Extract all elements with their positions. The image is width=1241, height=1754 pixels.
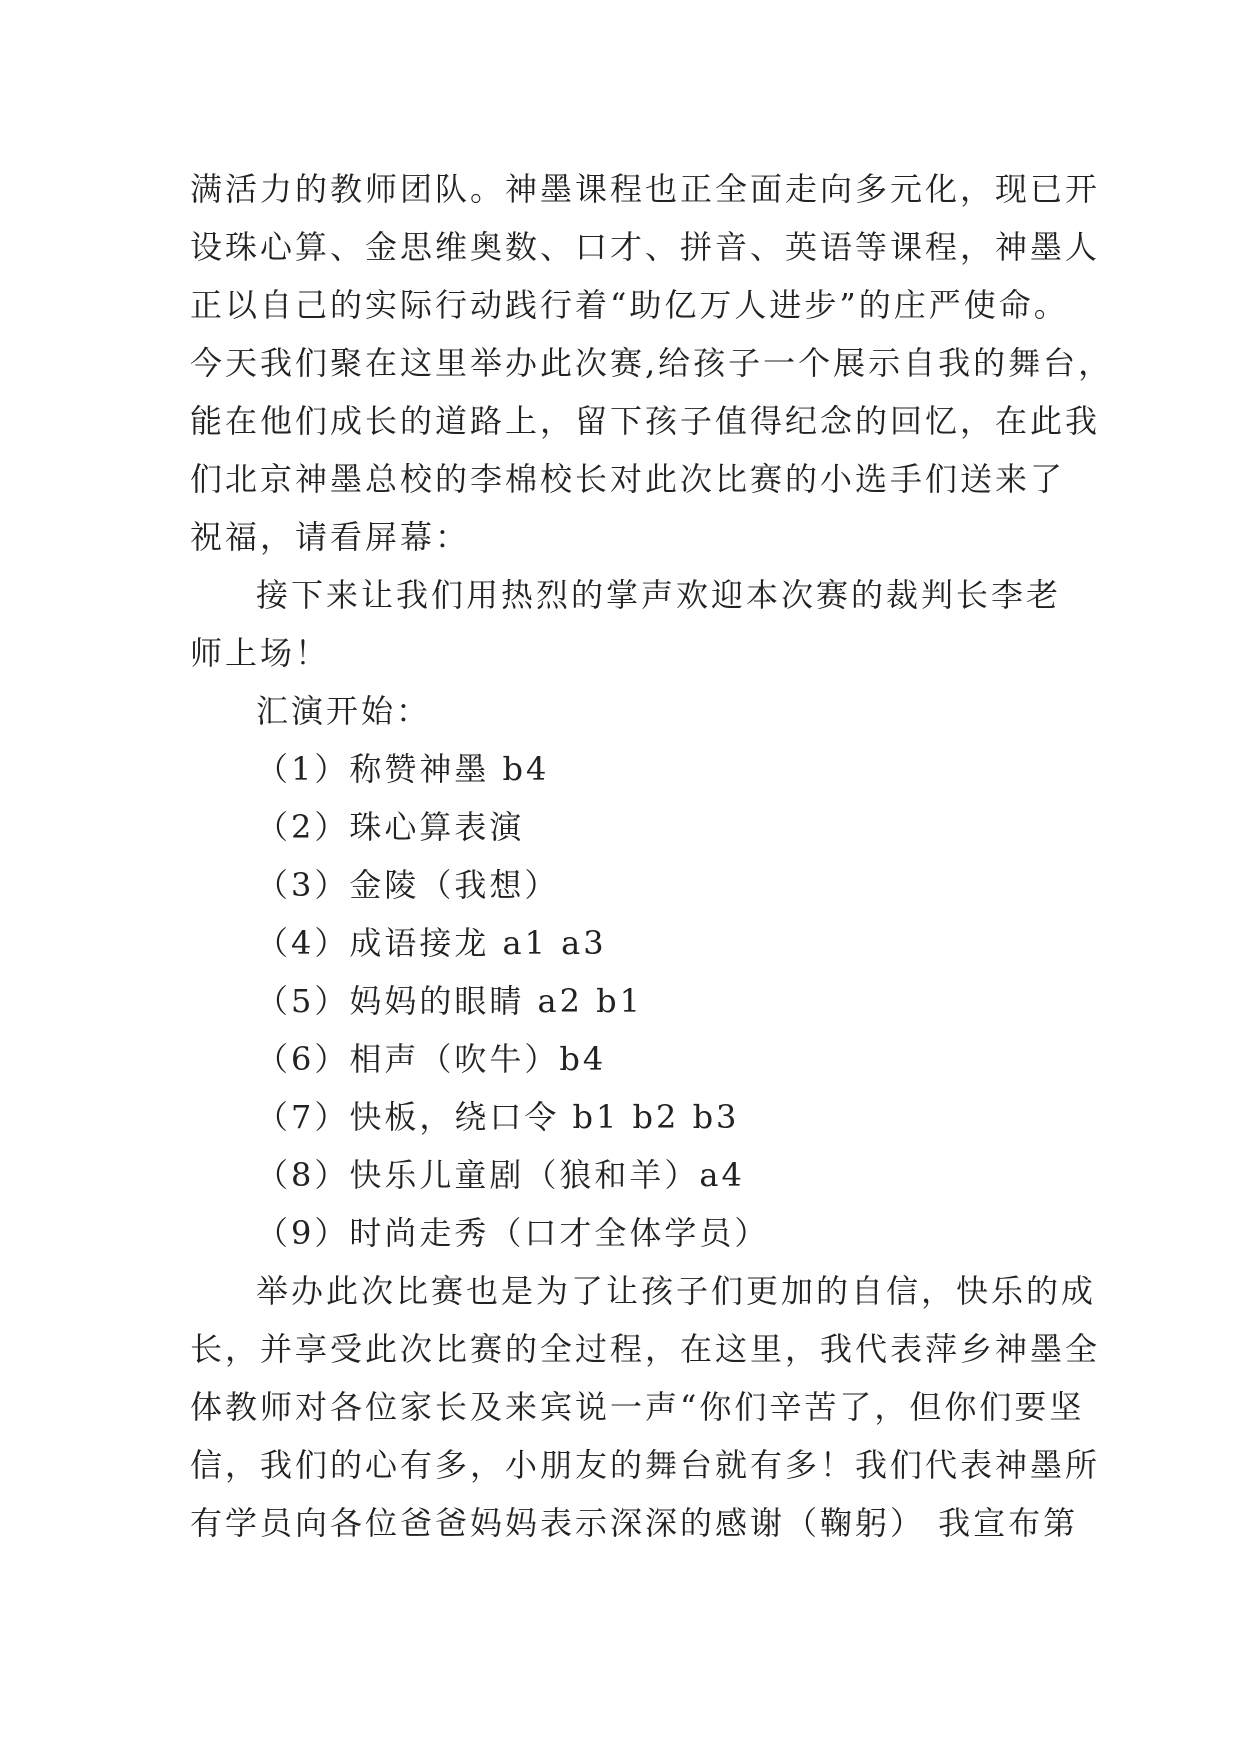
text-line: 祝福，请看屏幕：: [190, 518, 471, 556]
program-item: （5）妈妈的眼睛 a2 b1: [256, 982, 643, 1020]
program-item: （6）相声（吹牛）b4: [256, 1040, 607, 1078]
program-item: （4）成语接龙 a1 a3: [256, 924, 607, 962]
text-line: 体教师对各位家长及来宾说一声“你们辛苦了，但你们要坚: [190, 1388, 1085, 1426]
program-item: （1）称赞神墨 b4: [256, 750, 550, 788]
program-item: （2）珠心算表演: [256, 808, 525, 846]
section-heading: 汇演开始：: [256, 692, 432, 730]
paragraph-start-line: 接下来让我们用热烈的掌声欢迎本次赛的裁判长李老: [256, 576, 1062, 614]
text-line: 信，我们的心有多，小朋友的舞台就有多！我们代表神墨所: [190, 1446, 1101, 1484]
program-item: （9）时尚走秀（口才全体学员）: [256, 1214, 770, 1252]
text-line: 正以自己的实际行动践行着“助亿万人进步”的庄严使命。: [190, 286, 1069, 324]
text-line: 师上场！: [190, 634, 331, 672]
text-line: 能在他们成长的道路上，留下孩子值得纪念的回忆，在此我: [190, 402, 1101, 440]
text-line: 们北京神墨总校的李棉校长对此次比赛的小选手们送来了: [190, 460, 1066, 498]
program-item: （3）金陵（我想）: [256, 866, 560, 904]
document-body: [190, 160, 1114, 1552]
program-item: （7）快板，绕口令 b1 b2 b3: [256, 1098, 740, 1136]
text-line: 有学员向各位爸爸妈妈表示深深的感谢（鞠躬） 我宣布第: [190, 1504, 1079, 1542]
text-line: 今天我们聚在这里举办此次赛,给孩子一个展示自我的舞台，: [190, 344, 1114, 382]
program-item: （8）快乐儿童剧（狼和羊）a4: [256, 1156, 745, 1194]
text-line: 满活力的教师团队。神墨课程也正全面走向多元化，现已开: [190, 170, 1101, 208]
text-line: 长，并享受此次比赛的全过程，在这里，我代表萍乡神墨全: [190, 1330, 1101, 1368]
paragraph-start-line: 举办此次比赛也是为了让孩子们更加的自信，快乐的成: [256, 1272, 1097, 1310]
text-line: 设珠心算、金思维奥数、口才、拼音、英语等课程，神墨人: [190, 228, 1101, 266]
